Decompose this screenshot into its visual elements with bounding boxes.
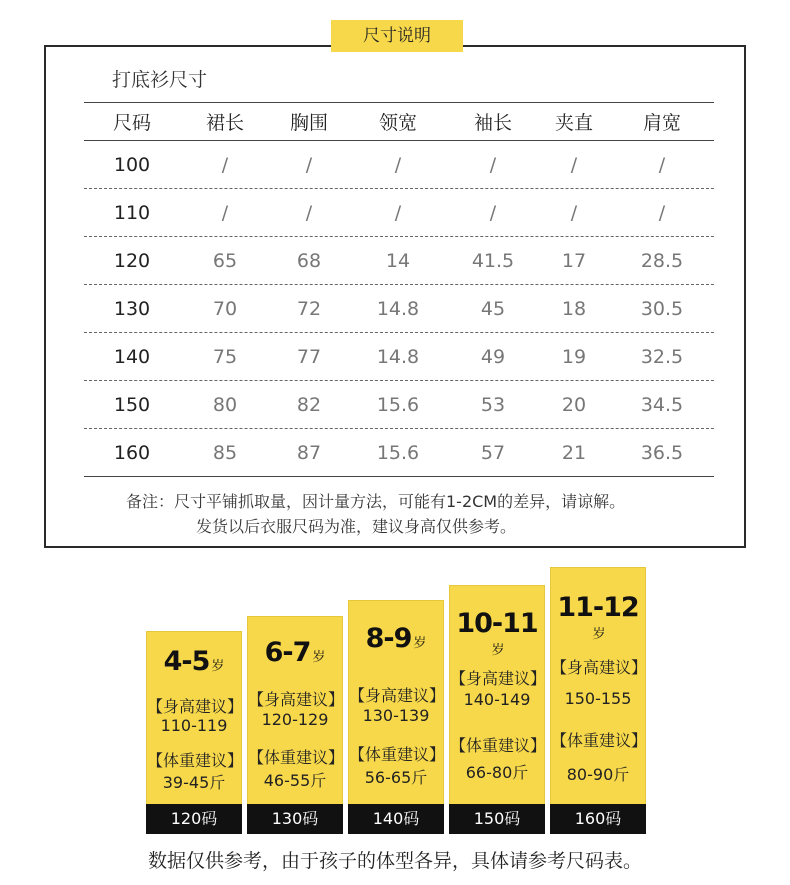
- height-value: 120-129: [261, 710, 329, 729]
- note-line: 发货以后衣服尺码为准，建议身高仅供参考。: [196, 517, 517, 536]
- table-row: [84, 189, 714, 237]
- size-table-panel: [44, 45, 746, 548]
- table-row: [84, 285, 714, 333]
- weight-label: 【体重建议】: [450, 736, 547, 755]
- size-tag: 140码: [348, 804, 444, 834]
- table-cell: 14.8: [376, 345, 420, 368]
- table-cell: 75: [212, 345, 238, 368]
- table-cell: 140: [113, 345, 151, 368]
- age-label: 6-7 岁: [264, 637, 326, 668]
- table-cell: 65: [212, 249, 238, 272]
- table-cell: 100: [113, 153, 151, 176]
- height-label: 【身高建议】: [349, 686, 446, 705]
- table-cell: 36.5: [640, 441, 684, 464]
- table-cell: /: [658, 153, 666, 176]
- table-cell: 77: [296, 345, 322, 368]
- age-label: 4-5 岁: [163, 646, 225, 677]
- table-cell: 20: [561, 393, 587, 416]
- table-row: [84, 141, 714, 189]
- table-cell: /: [394, 153, 402, 176]
- table-cell: 120: [113, 249, 151, 272]
- table-cell: /: [570, 201, 578, 224]
- table-cell: 57: [480, 441, 506, 464]
- weight-value: 56-65斤: [364, 768, 428, 787]
- height-label: 【身高建议】: [551, 658, 648, 677]
- table-cell: /: [658, 201, 666, 224]
- weight-label: 【体重建议】: [349, 745, 446, 764]
- size-table: [84, 102, 714, 477]
- note-line: 备注：尺寸平铺抓取量，因计量方法，可能有1-2CM的差异，请谅解。: [126, 492, 626, 511]
- table-row: [84, 381, 714, 429]
- column-header: 夹直: [554, 112, 593, 134]
- table-title: 打底衫尺寸: [112, 69, 208, 91]
- column-header: 尺码: [112, 112, 151, 134]
- table-cell: 53: [480, 393, 506, 416]
- height-value: 150-155: [564, 689, 632, 708]
- table-cell: 32.5: [640, 345, 684, 368]
- table-cell: 160: [113, 441, 151, 464]
- column-header: 胸围: [289, 112, 328, 134]
- age-card: [247, 616, 343, 806]
- table-cell: 45: [480, 297, 506, 320]
- table-cell: 41.5: [471, 249, 515, 272]
- weight-label: 【体重建议】: [248, 748, 345, 767]
- table-cell: 14.8: [376, 297, 420, 320]
- table-cell: /: [221, 153, 229, 176]
- table-cell: 21: [561, 441, 587, 464]
- table-cell: 49: [480, 345, 506, 368]
- table-cell: /: [570, 153, 578, 176]
- table-cell: 14: [385, 249, 411, 272]
- table-cell: 30.5: [640, 297, 684, 320]
- table-cell: 18: [561, 297, 587, 320]
- table-cell: 17: [561, 249, 587, 272]
- table-cell: 70: [212, 297, 238, 320]
- age-label: 10-11岁: [456, 608, 538, 658]
- table-note: [126, 489, 625, 539]
- table-cell: 110: [113, 201, 151, 224]
- size-tag: 160码: [550, 804, 646, 834]
- weight-value: 46-55斤: [263, 771, 327, 790]
- table-cell: 87: [296, 441, 322, 464]
- table-header-row: [84, 102, 714, 141]
- table-cell: 80: [212, 393, 238, 416]
- table-cell: /: [489, 201, 497, 224]
- age-label: 8-9 岁: [365, 623, 427, 654]
- weight-value: 39-45斤: [162, 773, 226, 792]
- weight-value: 66-80斤: [465, 763, 529, 782]
- table-cell: /: [221, 201, 229, 224]
- table-cell: 34.5: [640, 393, 684, 416]
- height-label: 【身高建议】: [147, 697, 244, 716]
- table-cell: 130: [113, 297, 151, 320]
- table-cell: 19: [561, 345, 587, 368]
- table-cell: 15.6: [376, 393, 420, 416]
- size-tag: 130码: [247, 804, 343, 834]
- section-title-tab: 尺寸说明: [331, 20, 463, 52]
- age-card: [550, 567, 646, 806]
- table-cell: 150: [113, 393, 151, 416]
- table-cell: 82: [296, 393, 322, 416]
- footer-note: 数据仅供参考，由于孩子的体型各异，具体请参考尺码表。: [147, 850, 642, 872]
- table-cell: /: [394, 201, 402, 224]
- column-header: 肩宽: [642, 112, 681, 134]
- height-value: 110-119: [160, 716, 228, 735]
- age-card: [449, 585, 545, 806]
- size-tag: 150码: [449, 804, 545, 834]
- table-cell: 85: [212, 441, 238, 464]
- table-row: [84, 237, 714, 285]
- table-cell: /: [489, 153, 497, 176]
- weight-label: 【体重建议】: [147, 751, 244, 770]
- column-header: 领宽: [378, 112, 417, 134]
- table-cell: /: [305, 153, 313, 176]
- table-cell: 68: [296, 249, 322, 272]
- height-value: 130-139: [362, 706, 430, 725]
- table-cell: 28.5: [640, 249, 684, 272]
- column-header: 袖长: [473, 112, 512, 134]
- height-label: 【身高建议】: [248, 690, 345, 709]
- age-card: [348, 600, 444, 806]
- weight-label: 【体重建议】: [551, 731, 648, 750]
- height-value: 140-149: [463, 690, 531, 709]
- column-header: 裙长: [205, 112, 244, 134]
- table-row: [84, 333, 714, 381]
- age-label: 11-12岁: [557, 592, 639, 642]
- size-tag: 120码: [146, 804, 242, 834]
- height-label: 【身高建议】: [450, 669, 547, 688]
- age-card: [146, 631, 242, 806]
- weight-value: 80-90斤: [566, 765, 630, 784]
- table-cell: /: [305, 201, 313, 224]
- table-cell: 72: [296, 297, 322, 320]
- table-row: [84, 429, 714, 477]
- table-cell: 15.6: [376, 441, 420, 464]
